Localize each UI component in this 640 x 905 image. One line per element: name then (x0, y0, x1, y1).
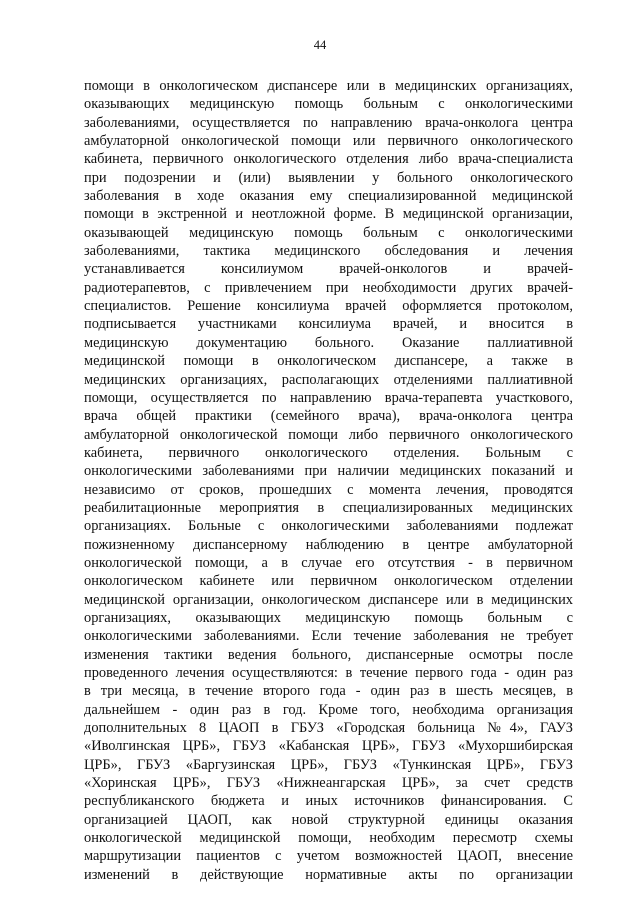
text-line: кабинета, первичного онкологического отделения либо врача-специалиста (84, 151, 573, 168)
text-line: реабилитационные мероприятия в специализированных медицинских (84, 499, 573, 516)
text-line: организациях. Больные с онкологическими заболеваниями подлежат (84, 518, 573, 535)
text-line: республиканского бюджета и иных источников финансирования. С (84, 793, 573, 810)
text-line: заболевания в ходе оказания ему специализированной медицинской (84, 188, 573, 205)
text-line: онкологической медицинской помощи, необходим пересмотр схемы (84, 830, 573, 847)
text-line: изменений в действующие нормативные акты по организации (84, 866, 573, 883)
text-line: оказывающих медицинскую помощь больным с онкологическими (84, 96, 573, 113)
text-line: при подозрении и (или) выявлении у больного онкологического (84, 169, 573, 186)
text-line: дальнейшем - один раз в год. Кроме того, необходима организация (84, 701, 573, 718)
text-line: организациях, оказывающих медицинскую помощь больным с (84, 609, 573, 626)
text-line: амбулаторной онкологической помощи или первичного онкологического (84, 133, 573, 150)
text-line: дополнительных 8 ЦАОП в ГБУЗ «Городская больница №4», ГАУЗ (84, 720, 573, 737)
body-paragraph (84, 77, 573, 884)
text-line: проведенного лечения осуществляются: в течение первого года - один раз (84, 665, 573, 681)
text-line: устанавливается консилиумом врачей-онкологов и врачей- (84, 261, 573, 278)
text-line: пожизненному диспансерному наблюдению в центре амбулаторной (84, 536, 573, 553)
text-line: ЦРБ», ГБУЗ «Баргузинская ЦРБ», ГБУЗ «Тункинская ЦРБ», ГБУЗ (84, 756, 573, 773)
text-line: заболеваниями, осуществляется по направлению врача-онколога центра (84, 114, 573, 131)
text-line: независимо от сроков, прошедших с момента лечения, проводятся (84, 481, 573, 498)
text-line: подписывается участниками консилиума врачей, и вносится в (84, 316, 573, 333)
text-line: специалистов. Решение консилиума врачей оформляется протоколом, (84, 298, 573, 315)
text-line: онкологической помощи, а в случае его отсутствия - в первичном (84, 554, 573, 571)
text-line: онкологическими заболеваниями при наличии медицинских показаний и (84, 463, 573, 480)
text-line: амбулаторной онкологической помощи либо первичного онкологического (84, 426, 573, 443)
text-line: медицинскую документацию больного. Оказание паллиативной (84, 334, 573, 351)
text-line: кабинета, первичного онкологического отделения. Больным с (84, 444, 573, 461)
text-line: онкологическими заболеваниями. Если течение заболевания не требует (84, 628, 573, 645)
text-line: маршрутизации пациентов с учетом возможностей ЦАОП, внесение (84, 848, 573, 865)
text-line: медицинской помощи в онкологическом диспансере, а также в (84, 353, 573, 370)
page-number: 44 (313, 38, 327, 52)
text-line: врача общей практики (семейного врача), врача-онколога центра (84, 408, 573, 425)
text-line: оказывающей медицинскую помощь больным с онкологическими (84, 224, 573, 241)
text-line: радиотерапевтов, с привлечением при необходимости других врачей- (84, 279, 573, 296)
text-line: онкологическом кабинете или первичном онкологическом отделении (84, 573, 573, 590)
text-line: организацией ЦАОП, как новой структурной единицы оказания (84, 811, 573, 828)
text-line: медицинских организациях, располагающих отделениями паллиативной (84, 371, 573, 388)
text-line: изменения тактики ведения больного, диспансерные осмотры после (84, 646, 573, 663)
text-line: заболеваниями, тактика медицинского обследования и лечения (84, 243, 573, 260)
text-line: в три месяца, в течение второго года - один раз в шесть месяцев, в (84, 683, 573, 700)
text-line: «Иволгинская ЦРБ», ГБУЗ «Кабанская ЦРБ», ГБУЗ «Мухоршибирская (84, 738, 573, 755)
text-line: помощи, осуществляется по направлению врача-терапевта участкового, (84, 389, 573, 406)
text-line: помощи в экстренной и неотложной форме. В медицинской организации, (84, 206, 573, 223)
text-line: помощи в онкологическом диспансере или в медицинских организациях, (84, 78, 573, 94)
text-line: «Хоринская ЦРБ», ГБУЗ «Нижнеангарская ЦРБ», за счет средств (84, 775, 573, 792)
text-line: медицинской организации, онкологическом диспансере или в медицинских (84, 591, 573, 608)
